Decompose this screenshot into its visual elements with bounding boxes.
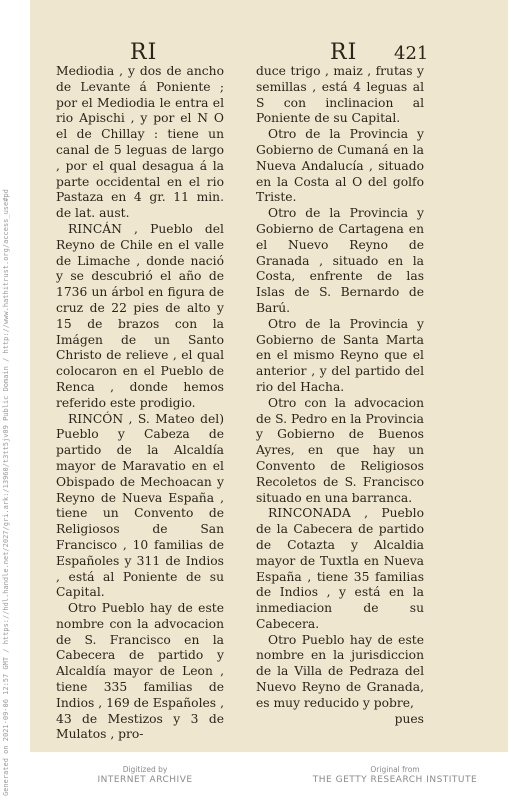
text-column-left <box>56 64 224 743</box>
page-number: 421 <box>394 43 429 64</box>
footer-left-caption: Digitized by <box>122 765 168 774</box>
paragraph: Mediodia , y dos de ancho de Levante á Poniente ; por el Mediodia le entra el rio Apischi , y por el N O el de Chillay : tiene un canal de 5 leguas de largo , por el qual desagua á la parte occidental en el rio Pastaza en 4 gr. 11 min. de lat. aust. <box>56 64 224 221</box>
paragraph: Otro con la advocacion de S. Pedro en la Provincia y Gobierno de Buenos Ayres, en que hay un Convento de Religiosos Recoletos de S. Francisco situado en una barranca. <box>256 395 424 505</box>
paragraph: Otro de la Provincia y Gobierno de Cartagena en el Nuevo Reyno de Granada , situado en la Costa, enfrente de las Islas de S. Bernardo de Barú. <box>256 206 424 315</box>
paragraph: RINCONADA , Pueblo de la Cabecera de partido de Cotazta y Alcaldia mayor de Tuxtla en Nueva España , tiene 35 familias de Indios , y está en la inmediacion de su Cabecera. <box>256 506 424 631</box>
footer-digitized-by <box>70 764 220 786</box>
text-column-right <box>256 64 424 727</box>
running-head-left: RI <box>130 40 158 65</box>
paragraph: RINCÁN , Pueblo del Reyno de Chile en el valle de Limache , donde nació y se descubrió el año de 1736 un árbol en figura de cruz de 22 pies de alto y 15 de brazos con la Imágen de un Santo Christo de relieve , el qual colocaron en el Pueblo de Renca , donde hemos referido este prodigio. <box>56 221 224 410</box>
paragraph: Otro de la Provincia y Gobierno de Santa Marta en el mismo Reyno que el anterior , y del partido del rio del Hacha. <box>256 316 424 394</box>
paragraph: Otro de la Provincia y Gobierno de Cumaná en la Nueva Andalucía , situado en la Costa al O del golfo Triste. <box>256 127 424 205</box>
catchword: pues <box>394 711 424 726</box>
hathitrust-watermark: Generated on 2021-09-06 12:57 GMT / https://hdl.handle.net/2027/gri.ark:/13960/t3tt5jv09 Public Domain / http://www.hathitrust.org/access_use#pd <box>2 189 10 796</box>
paragraph: RINCÓN , S. Mateo del) Pueblo y Cabeza de partido de la Alcaldía mayor de Maravatio en el Obispado de Mechoacan y Reyno de Nueva España , tiene un Convento de Religiosos de San Francisco , 10 familias de Españoles y 311 de Indios , está al Poniente de su Capital. <box>56 411 224 600</box>
paragraph: Otro Pueblo hay de este nombre en la jurisdiccion de la Villa de Pedraza del Nuevo Reyno de Granada, es muy reducido y pobre, <box>256 632 424 710</box>
running-head-right: RI <box>330 40 358 65</box>
paragraph: Otro Pueblo hay de este nombre con la advocacion de S. Francisco en la Cabecera de partido y Alcaldía mayor de Leon , tiene 335 familias de Indios , 169 de Españoles , 43 de Mestizos y 3 de Mulatos , pro- <box>56 601 224 742</box>
footer-original-from <box>300 764 490 786</box>
footer-right-source: THE GETTY RESEARCH INSTITUTE <box>312 775 478 785</box>
footer-left-source: INTERNET ARCHIVE <box>97 775 193 785</box>
paragraph: duce trigo , maiz , frutas y semillas , está 4 leguas al S con inclinacion al Poniente de su Capital. <box>256 64 424 126</box>
footer-right-caption: Original from <box>370 765 420 774</box>
